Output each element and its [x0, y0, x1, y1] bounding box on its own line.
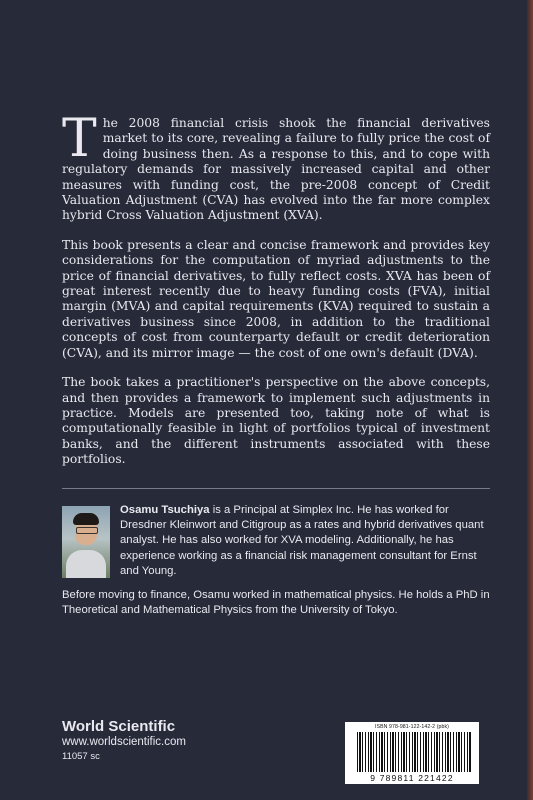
barcode-digits: 9 789811 221422 — [370, 773, 454, 783]
author-bio-paragraph-1 — [62, 503, 490, 579]
blurb-paragraph-3: The book takes a practitioner's perspective on the above concepts, and then provides a framework to implement such adjustments in practice. Models are presented too, taking note of what is computationally feasible in light of portfolios typical of investment banks, and the different instruments associated with these portfolios. — [62, 375, 490, 467]
isbn-label: ISBN 978-981-122-142-2 (pbk) — [374, 724, 450, 730]
publisher-block — [62, 718, 186, 763]
barcode-bars — [357, 732, 471, 772]
blurb-paragraph-1 — [62, 109, 490, 224]
spine-edge — [527, 0, 533, 800]
isbn-barcode — [345, 722, 479, 784]
author-bio-text-1: is a Principal at Simplex Inc. He has worked for Dresdner Kleinwort and Citigroup as a rates and hybrid derivatives quant analyst. He has also worked for XVA modeling. Additionally, he has experience working as a financial risk management consultant for Ernst and Young. — [120, 504, 484, 577]
product-code: 11057 sc — [62, 751, 100, 762]
back-cover-blurb — [62, 109, 490, 482]
publisher-name: World Scientific — [62, 718, 176, 735]
section-divider — [62, 488, 490, 489]
drop-cap: T — [62, 109, 97, 169]
author-name: Osamu Tsuchiya — [120, 504, 210, 516]
blurb-paragraph-1-text: he 2008 financial crisis shook the financial derivatives market to its core, revealing a failure to fully price the cost of doing business then. As a response to this, and to cope with regulatory demands for massively increased capital and other measures with funding cost, the pre-2008 concept of Credit Valuation Adjustment (CVA) has evolved into the far more complex hybrid Cross Valuation Adjustment (XVA). — [62, 116, 490, 223]
author-bio-paragraph-2: Before moving to finance, Osamu worked in mathematical physics. He holds a PhD in Theoretical and Mathematical Physics from the University of Tokyo. — [62, 589, 490, 617]
blurb-paragraph-2: This book presents a clear and concise framework and provides key considerations for the computation of myriad adjustments to the price of financial derivatives, to fully reflect costs. XVA has been of great interest recently due to heavy funding costs (FVA), initial margin (MVA) and capital requirements (KVA) required to sustain a derivatives business since 2008, in addition to the traditional concepts of cost from counterparty default or credit deterioration (CVA), and its mirror image — the cost of one own's default (DVA). — [62, 237, 490, 360]
author-bio — [62, 503, 490, 627]
author-photo — [62, 506, 110, 578]
publisher-url: www.worldscientific.com — [62, 736, 186, 748]
